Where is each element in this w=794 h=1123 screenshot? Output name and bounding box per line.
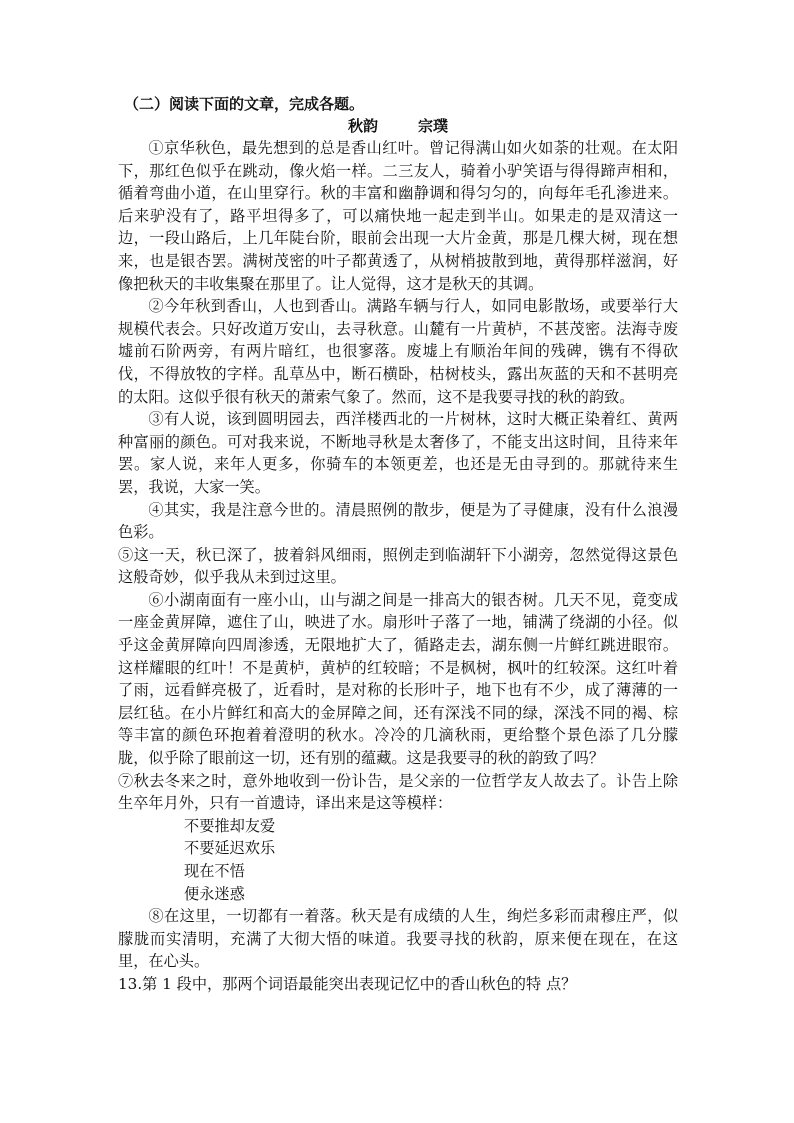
document-page [118, 93, 678, 996]
article-author: 宗璞 [418, 117, 449, 135]
article-title-line [118, 115, 678, 137]
section-heading: （二）阅读下面的文章，完成各题。 [124, 95, 365, 113]
paragraph-8: ⑧在这里，一切都有一着落。秋天是有成绩的人生，绚烂多彩而肃穆庄严，似朦胧而实清明，充满了大彻大悟的味道。我要寻找的秋韵，原来便在现在，在这里，在心头。 [118, 907, 678, 971]
paragraph-6: ⑥小湖南面有一座小山，山与湖之间是一排高大的银杏树。几天不见，竟变成一座金黄屏障，遮住了山，映进了水。扇形叶子落了一地，铺满了绕湖的小径。似乎这金黄屏障向四周渗透，无限地扩大了，循路走去，湖东侧一片鲜红跳进眼帘。这样耀眼的红叶！不是黄栌，黄栌的红较暗；不是枫树，枫叶的红较深。这红叶着了雨，远看鲜亮极了，近看时，是对称的长形叶子，地下也有不少，成了薄薄的一层红毡。在小片鲜红和高大的金屏障之间，还有深浅不同的绿，深浅不同的褐、棕等丰富的颜色环抱着着澄明的秋水。冷冷的几滴秋雨，更给整个景色添了几分朦胧，似乎除了眼前这一切，还有别的蕴藏。这是我要寻的秋的韵致了吗？ [118, 590, 678, 768]
poem-line: 不要推却友爱 [184, 816, 276, 835]
paragraph-2: ②今年秋到香山，人也到香山。满路车辆与行人，如同电影散场，或要举行大规模代表会。只好改道万安山，去寻秋意。山麓有一片黄栌，不甚茂密。法海寺废墟前石阶两旁，有两片暗红，也很寥落。废墟上有顺治年间的残碑，镌有不得砍伐，不得放牧的字样。乱草丛中，断石横卧，枯树枝头，露出灰蓝的天和不甚明亮的太阳。这似乎很有秋天的萧索气象了。然而，这不是我要寻找的秋的韵致。 [118, 297, 678, 406]
poem-line: 不要延迟欢乐 [184, 839, 276, 858]
poem [118, 815, 678, 905]
poem-line: 现在不悟 [184, 862, 245, 880]
paragraph-5: ⑤这一天，秋已深了，披着斜风细雨，照例走到临湖轩下小湖旁，忽然觉得这景色这般奇妙，似乎我从未到过这里。 [118, 545, 678, 587]
poem-line: 便永迷惑 [184, 884, 245, 903]
article-title: 秋韵 [347, 117, 378, 135]
paragraph-4: ④其实，我是注意今世的。清晨照例的散步，便是为了寻健康，没有什么浪漫色彩。 [118, 500, 678, 542]
question-13: 13.第 1 段中，那两个词语最能突出表现记忆中的香山秋色的特 点？ [118, 974, 577, 993]
paragraph-3: ③有人说，该到圆明园去，西洋楼西北的一片树林，这时大概正染着红、黄两种富丽的颜色。可对我来说，不断地寻秋是太奢侈了，不能支出这时间，且待来年罢。家人说，来年人更多，你骑车的本领更差，也还是无由寻到的。那就待来生罢，我说，大家一笑。 [118, 410, 678, 496]
paragraph-7: ⑦秋去冬来之时，意外地收到一份讣告，是父亲的一位哲学友人故去了。讣告上除生卒年月外，只有一首遗诗，译出来是这等模样： [118, 771, 678, 813]
paragraph-1: ①京华秋色，最先想到的总是香山红叶。曾记得满山如火如荼的壮观。在太阳下，那红色似乎在跳动，像火焰一样。二三友人，骑着小驴笑语与得得蹄声相和，循着弯曲小道，在山里穿行。秋的丰富和幽静调和得匀匀的，向每年毛孔渗进来。后来驴没有了，路平坦得多了，可以痛快地一起走到半山。如果走的是双清这一边，一段山路后，上几年陡台阶，眼前会出现一大片金黄，那是几棵大树，现在想来，也是银杏罢。满树茂密的叶子都黄透了，从树梢披散到地，黄得那样滋润，好像把秋天的丰收集聚在那里了。让人觉得，这才是秋天的其调。 [118, 139, 678, 293]
